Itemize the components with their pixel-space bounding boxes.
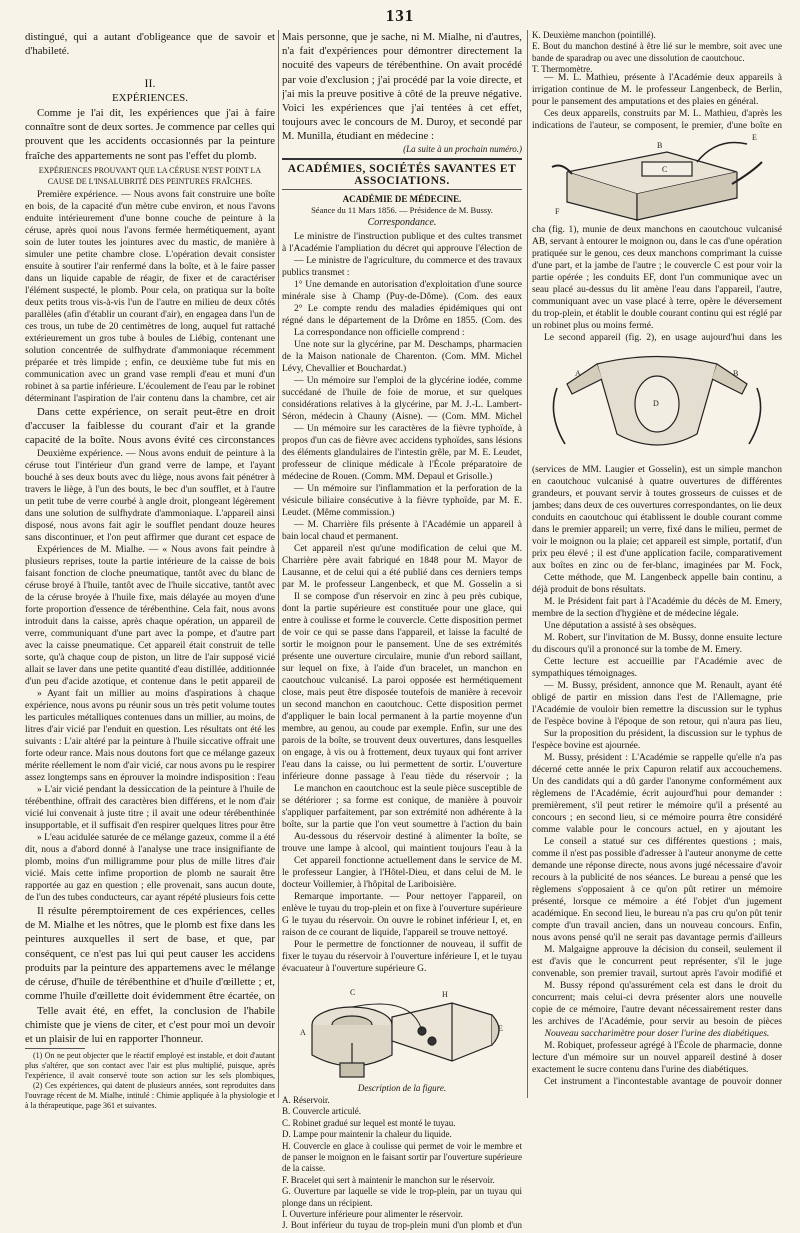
paragraph: Il résulte péremptoirement de ces expériences, celles de M. Mialhe et les nôtres, que le plomb est fixe dans les peintures auxquelles il sert de base, et que, par conséquent, ce n'est pas lui qui peut causer les accidens produits par la peinture des appartemens avec le mélange de céruse, d'huile de térébenthine et d'huile d'œillette ; et, comme l'huile d'œillette doit évidemment être écartée, on	[25, 905, 275, 1003]
legend-item: C. Robinet gradué sur lequel est monté le tuyau.	[282, 1117, 456, 1128]
paragraph: Première expérience. — Nous avons fait construire une boîte en bois, de la capacité d'un mètre cube environ, et nous l'avons enduite intérieurement d'une bonne couche de peinture à la céruse, après quoi nous l'avons fermée hermétiquement, ayant soin de luter toutes les jointures avec du mastic, de manière à simuler une petite chambre close. L'opération devait consister ensuite à soutirer l'air renfermé dans la boîte, et à le faire passer dans un liquide capable de réagir, de fixer et de caractériser l'élément suspecté, le plomb. Pour cela, on pratiqua sur la boîte deux petits trous vis-à-vis l'un de l'autre en milieu de deux côtés parallèles (afin d'établir un courant d'air), en engagea dans l'un de ces trous, un tube de 20 centimètres de long, auquel fut rattaché extérieurement un gros tube à boules de Liébig, contenant une solution concentrée de sulfhydrate d'ammoniaque récemment préparée et très limpide ; enfin, ce deuxième tube fut mis en communication avec un grand vase rempli d'eau et muni d'un robinet à sa partie inférieure. L'écoulement de l'eau par le robinet déterminant l'aspiration de l'air contenu dans la chambre, cet air	[25, 190, 275, 404]
academy-title: ACADÉMIE DE MÉDECINE.	[342, 194, 462, 204]
paragraph: Cet appareil fonctionne actuellement dans le service de M. le professeur Langier, à l'Hôtel-Dieu, et dans celui de M. le docteur Voillemier, à l'hôpital de Lariboisière.	[282, 856, 522, 890]
figure-label: E	[752, 133, 757, 142]
paragraph: Une députation a assisté à ses obsèques.	[544, 621, 697, 631]
paragraph: Ces deux appareils, construits par M. L. Mathieu, d'après les indications de l'auteur, se composent, le premier, d'une boîte en	[532, 109, 782, 131]
to-be-continued: (La suite à un prochain numéro.)	[403, 144, 522, 154]
paragraph: M. Bussy répond qu'assurément cela est dans le droit du concurrent; mais celui-ci devra présenter alors une nouvelle copie de ce mémoire, l'autre devant nécessairement rester dans les archives de l'Académie, pour servir au besoin de pièces	[532, 981, 782, 1027]
subheading: EXPÉRIENCES PROUVANT QUE LA CÉRUSE N'EST POINT LA CAUSE DE L'INSALUBRITÉ DES PEINTURES FRAÎCHES.	[38, 166, 262, 186]
rule	[282, 189, 522, 190]
paragraph: Le conseil a statué sur ces différentes questions ; mais, comme il n'est pas possible d'adresser à l'auteur anonyme de cette demande une réponse directe, nous avons jugé nécessaire d'avoir recours à la publicité de nos séances. Le bureau a pensé que les règlemens s'opposaient à ce qu'on pût retirer un mémoire présenté, lorsque ce mémoire a été l'objet d'un jugement académique. En second lieu, le bureau n'a pas cru qu'on pût tenir compte d'un travail ancien, dans un nouveau concours. Enfin, nous avons pensé qu'il ne serait pas davantage permis d'ailleurs	[532, 837, 782, 943]
paragraph: M. Malgaigne approuve la décision du conseil, seulement il est d'avis que le concurrent peut représenter, s'il le juge convenable, son premier travail, surtout après l'avoir modifié et	[532, 945, 782, 979]
session-line: Séance du 11 Mars 1856. — Présidence de M. Bussy.	[311, 205, 493, 215]
legend-item: T. Thermomètre.	[532, 64, 593, 72]
legend-item: A. Réservoir.	[282, 1095, 330, 1105]
paragraph: — Un mémoire sur les caractères de la fièvre typhoïde, à propos d'un cas de fièvre avec accidens typhoïdes, sans lésions des éléments glandulaires de l'intestin grêle, par M. E. Leudet, professeur de clinique médicale à l'École préparatoire de médecine de Rouen. (Comm. MM. Depaul et Grisolle.)	[282, 424, 522, 482]
figure-1-gutta-percha-box	[547, 132, 767, 224]
paragraph: M. Robert, sur l'invitation de M. Bussy, donne ensuite lecture du discours qu'il a prononcé sur la tombe de M. Emery.	[532, 633, 782, 655]
footnote-rule	[25, 1048, 85, 1049]
paragraph: 2° Le compte rendu des maladies épidémiques qui ont régné dans le département de la Drôme en 1855. (Com. des	[282, 304, 522, 326]
paragraph: Le manchon en caoutchouc est la seule pièce susceptible de se détériorer ; sa forme est conique, de manière à pouvoir s'appliquer parfaitement, par son extrémité non adhérente à la boîte, sur la partie que l'on veut soumettre à l'action du bain	[282, 784, 522, 830]
paragraph: distingué, qui a autant d'obligeance que de savoir et d'habileté.	[25, 31, 275, 58]
paragraph: Sur la proposition du président, la discussion sur le typhus de l'espèce bovine est ajournée.	[532, 729, 782, 751]
paragraph: — Un mémoire sur l'emploi de la glycérine iodée, comme succédané de l'huile de foie de morue, et sur quelques considérations relatives à la glycérine, par M. J.-L. Lambert-Séron, médecin à Chauny (Aisne). — (Com. MM. Michel	[282, 376, 522, 422]
paragraph: Pour le permettre de fonctionner de nouveau, il suffit de fixer le tuyau du réservoir à l'ouverture inférieure I, et le tuyau évacuateur à l'ouverture supérieure G.	[282, 940, 522, 974]
figure-2-rubber-sleeve	[547, 344, 767, 464]
paragraph: Le second appareil (fig. 2), en usage aujourd'hui dans les	[544, 333, 782, 343]
figure-label: D	[653, 399, 659, 408]
paragraph: Telle avait été, en effet, la conclusion de l'habile chimiste que je viens de citer, et c'est pour moi un devoir et un plaisir de lui en rapporter l'honneur.	[25, 1005, 275, 1046]
figure-caption: Description de la figure.	[357, 1083, 447, 1093]
figure-label: C	[350, 988, 356, 997]
paragraph: Cette lecture est accueillie par l'Académie avec de sympathiques témoignages.	[532, 657, 782, 679]
paragraph: Le ministre de l'instruction publique et des cultes transmet à l'Académie l'ampliation du décret qui approuve l'élection de	[282, 232, 522, 254]
footnote: (1) On ne peut objecter que le réactif employé est instable, et doit d'autant plus s'altérer, que son contact avec l'air est plus multiplié, puisque, après l'expérience, il avait conservé toute son action sur les sels plombiques,	[25, 1051, 275, 1080]
column-1	[25, 30, 275, 1111]
legend-item: F. Bracelet qui sert à maintenir le manchon sur le réservoir.	[282, 1174, 495, 1185]
paragraph: — M. L. Mathieu, présente à l'Académie deux appareils à irrigation continue de M. le professeur Langenbeck, de Berlin, pour le pansement des amputations et des plaies en général.	[532, 73, 782, 107]
paragraph: — M. Charrière fils présente à l'Académie un appareil à bain local chaud et permanent.	[282, 520, 522, 542]
figure-label: F	[555, 207, 560, 216]
legend-item: K. Deuxième manchon (pointillé).	[532, 30, 656, 40]
paragraph: — M. Bussy, président, annonce que M. Renault, ayant été obligé de partir en mission dans l'est de l'Allemagne, prie l'Académie de vouloir bien remettre la discussion sur le typhus de l'espèce bovine à l'époque de son retour, qui n'aura pas lieu,	[532, 681, 782, 727]
paragraph: Expériences de M. Mialhe. — « Nous avons fait peindre à plusieurs reprises, toute la partie intérieure de la caisse de bois faisant fonction de cloche pneumatique, tantôt avec du blanc de céruse broyé à l'huile, tantôt avec de l'huile siccative, tantôt avec de la céruse broyée à l'huile fixe, mais délayée au moyen d'une forte proportion d'essence de térébenthine. Cela fait, nous avons introduit dans la caisse, après chaque opération, un appareil de verre, communiquant d'une part avec la pompe, et d'autre part avec la caisse pneumatique. Cet appareil était construit de telle sorte, qu'à chaque coup de piston, un litre de l'air supposé vicié allait se laver dans une petite quantité d'eau distillée, additionnée d'un peu d'acide azotique, et contenue dans le petit appareil de	[25, 545, 275, 687]
section-title: EXPÉRIENCES.	[111, 92, 189, 104]
column-divider	[278, 30, 279, 1098]
figure-label: E	[498, 1024, 503, 1033]
figure-label: A	[300, 1028, 306, 1037]
paragraph: Au-dessous du réservoir destiné à alimenter la boîte, se trouve une lampe à alcool, qui maintient toujours l'eau à la	[282, 832, 522, 854]
bath-apparatus-figure	[292, 975, 512, 1083]
paragraph: M. Bussy, président : L'Académie se rappelle qu'elle n'a pas décerné cette année le prix Capuron relatif aux accouchemens. Un des candidats qui a dû garder l'anonyme conformément aux règlemens de l'Académie, écrit aujourd'hui pour demander : premièrement, s'il peut retirer le mémoire qu'il a présenté au concours ; en second lieu, si ce mémoire pourra être considéré comme valable pour le concours actuel, en y ajoutant les	[532, 753, 782, 835]
paragraph: cha (fig. 1), munie de deux manchons en caoutchouc vulcanisé AB, servant à entourer le moignon ou, dans le cas d'une opération pratiquée sur le genou, ces deux manchons comprimant la cuisse d'une part, et la jambe de l'autre ; le couvercle C est pour voir la partie opérée ; les conduits EF, dont l'un communique avec un seau placé au-dessus du lit amène l'eau dans l'appareil, l'autre, communiquant avec un vase placé à terre, opère le déversement du trop-plein, et établit le double courant continu qui est réglé par un robinet plus ou moins fermé.	[532, 225, 782, 331]
figure-label: A	[575, 369, 581, 378]
paragraph: La correspondance non officielle comprend :	[294, 328, 465, 338]
paragraph: » L'eau acidulée saturée de ce mélange gazeux, comme il a été dit, nous a d'abord donné à l'analyse une trace insignifiante de plomb, moins d'un milligramme pour plus de mille litres d'air vicié. Mais cette infime proportion de plomb ne saurait être rapportée au gaz en question ; elle provenait, sans aucun doute, de l'un des tubes conducteurs, car ayant répété plusieurs fois cette	[25, 833, 275, 903]
paragraph: Cet appareil n'est qu'une modification de celui que M. Charrière père avait fabriqué en 1848 pour M. Mayor de Lausanne, et de celui qui a été publié dans ces derniers temps par M. le professeur Langenbeck, et que M. Gosselin a si	[282, 544, 522, 590]
legend-item: G. Ouverture par laquelle se vide le trop-plein, par un tuyau qui plonge dans un récipient.	[282, 1186, 522, 1208]
column-2	[282, 30, 522, 1233]
legend-item: H. Couvercle en glace à coulisse qui permet de voir le membre et de panser le moignon en le faisant sortir par l'ouverture supérieure de la caisse.	[282, 1140, 522, 1174]
paragraph: » Ayant fait un millier au moins d'aspirations à chaque expérience, nous avons pu réunir sous un très petit volume toutes les particules métalliques contenues dans un millier, au moins, de litres d'air vicié par l'enduit en question. Les résultats ont été les suivants : L'air altéré par la peinture à l'huile siccative offrait une forte odeur rance. Mais nous doutons fort que ce mélange gazeux mérite réellement le nom d'air vicié, car nous avons pu le respirer assez longtemps sans en éprouver la moindre indisposition : l'eau	[25, 689, 275, 783]
paragraph: (services de MM. Laugier et Gosselin), est un simple manchon en caoutchouc vulcanisé à quatre ouvertures de différentes grandeurs, et pouvant servir à toutes grosseurs de cuisses et de jambes; dans deux de ces ouvertures correspondantes, on lie deux conduits en caoutchouc qui établissent le double courant comme dans le premier appareil; un verre, fixé dans le milieu, permet de voir le moignon ou la plaie; cet appareil est simple, portatif, d'un prix peu élevé ; il est d'une application facile, comparativement aux boîtes en zinc ou de fer-blanc, imaginées par M. Fock,	[532, 465, 782, 571]
column-divider	[527, 30, 528, 1098]
paragraph: Comme je l'ai dit, les expériences que j'ai à faire connaître sont de deux sortes. Je commence par celles qui prouvent que les accidents occasionnés par la peinture fraîche des appartements ne sont pas l'effet du plomb.	[25, 107, 275, 162]
paragraph: Cet instrument a l'incontestable avantage de pouvoir donner	[544, 1077, 782, 1087]
paragraph: — Le ministre de l'agriculture, du commerce et des travaux publics transmet :	[282, 256, 522, 278]
section-numeral: II.	[144, 76, 156, 90]
paragraph: Remarque importante. — Pour nettoyer l'appareil, on enlève le tuyau du trop-plein et on fixe à l'ouverture supérieure G le tuyau du réservoir. On ouvre le robinet inférieur I, et, en raison de ce courant de liquide, l'appareil se trouve nettoyé.	[282, 892, 522, 938]
paragraph: Mais personne, que je sache, ni M. Mialhe, ni d'autres, n'a fait d'expériences pour démontrer directement la nocuité des vapeurs de térébenthine. On avait procédé par voie d'exclusion ; j'ai procédé par la voie directe, et j'ai mis la preuve positive à côté de la preuve négative. Voici les expériences que j'ai tentées à cet effet, toujours avec le concours de M. Duroy, et secondé par M. Munilla, étudiant en médecine :	[282, 31, 522, 143]
column-3	[532, 30, 782, 1088]
paragraph: — Un mémoire sur l'inflammation et la perforation de la vésicule biliaire consécutive à la fièvre typhoïde, par M. E. Leudet. (Même commission.)	[282, 484, 522, 518]
subheading: Correspondance.	[367, 217, 437, 228]
paragraph: Il se compose d'un réservoir en zinc à peu près cubique, dont la partie supérieure est constituée pour une glace, qui entre à coulisse et forme le couvercle. Cette disposition permet de voir ce qui se passe dans l'appareil, et laisse la faculté de sortir le moignon pour le pansement. Une de ses extrémités présente une ouverture circulaire, munie d'un rebord saillant, sur lequel on fixe, à l'aide d'un bracelet, un manchon en caoutchouc vulcanisé. La paroi opposée est hermétiquement close, mais peut être disposée toutefois de manière à recevoir un second manchon en caoutchouc. Cette disposition permet d'appliquer le bain local permanent à la partie moyenne d'un membre, au genou, au coude par exemple. Enfin, sur une des parois de la boîte, se trouvent deux ouvertures, dans lesquelles on engage, à vis ou à frottement, deux tuyaux qui font arriver l'eau dans la caisse, ou lui permettent de sortir. L'ouverture inférieure donne passage à l'eau tiède du réservoir ; la	[282, 592, 522, 782]
legend-item: B. Couvercle articulé.	[282, 1106, 361, 1117]
paragraph: M. le Président fait part à l'Académie du décès de M. Emery, membre de la section d'hygiène et de médecine légale.	[532, 597, 782, 619]
legend-item: J. Bout inférieur du tuyau de trop-plein muni d'un plomb et d'un	[282, 1220, 522, 1231]
figure-label: C	[662, 165, 668, 174]
legend-item: E. Bout du manchon destiné à être lié sur le membre, soit avec une bande de sparadrap ou avec une dissolution de caoutchouc.	[532, 41, 782, 63]
footnote: (2) Ces expériences, qui datent de plusieurs années, sont reproduites dans l'ouvrage récent de M. Mialhe, intitulé : Chimie appliquée à la physiologie et à la thérapeutique, page 361 et suivantes.	[25, 1081, 275, 1110]
rule	[282, 158, 522, 160]
figure-label: H	[442, 990, 448, 999]
legend-item: D. Lampe pour maintenir la chaleur du liquide.	[282, 1129, 452, 1140]
paragraph: M. Robiquet, professeur agrégé à l'École de pharmacie, donne lecture d'un mémoire sur un nouvel appareil destiné à doser exactement le sucre contenu dans l'urine des diabétiques.	[532, 1041, 782, 1075]
section-banner: ACADÉMIES, SOCIÉTÉS SAVANTES ET ASSOCIATIONS.	[287, 163, 517, 187]
paragraph: Cette méthode, que M. Langenbeck appelle bain continu, a déjà produit de bons résultats.	[532, 573, 782, 595]
paragraph: Deuxième expérience. — Nous avons enduit de peinture à la céruse tout l'intérieur d'un grand verre de lampe, et l'ayant bouché à ses deux bouts avec du liège, nous avons fait pénétrer à travers le liège, à l'un des bouts, le bec d'un soufflet, et à l'autre un petit tube de verre courbé à angle droit, plongeant légèrement dans une solution de sulfhydrate d'ammoniaque. L'appareil ainsi disposé, nous avons fait agir le soufflet pendant douze heures sans discontinuer, et l'on peut affirmer que durant cet espace de	[25, 449, 275, 543]
paragraph: » L'air vicié pendant la dessiccation de la peinture à l'huile de térébenthine, offrait des caractères bien différens, et le nom d'air vicié lui convenait à juste titre ; il avait une odeur térébenthinée insupportable, et il suffisait d'en respirer quelques litres pour être	[25, 785, 275, 831]
figure-label: B	[657, 141, 663, 150]
paragraph: Une note sur la glycérine, par M. Deschamps, pharmacien de la Maison nationale de Charenton. (Com. MM. Michel Lévy, Chevallier et Bouchardat.)	[282, 340, 522, 374]
figure-label: B	[733, 369, 739, 378]
legend-item: I. Ouverture inférieure pour alimenter le réservoir.	[282, 1209, 463, 1220]
subheading: Nouveau saccharimètre pour doser l'urine des diabétiques.	[544, 1029, 770, 1039]
paragraph: 1° Une demande en autorisation d'exploitation d'une source minérale sise à Champ (Puy-de-Dôme). (Com. des eaux	[282, 280, 522, 302]
paragraph: Dans cette expérience, on serait peut-être en droit d'accuser la faiblesse du courant d'air et la grande capacité de la boîte. Nous avons évité ces circonstances	[25, 406, 275, 447]
page-number: 131	[385, 6, 415, 25]
